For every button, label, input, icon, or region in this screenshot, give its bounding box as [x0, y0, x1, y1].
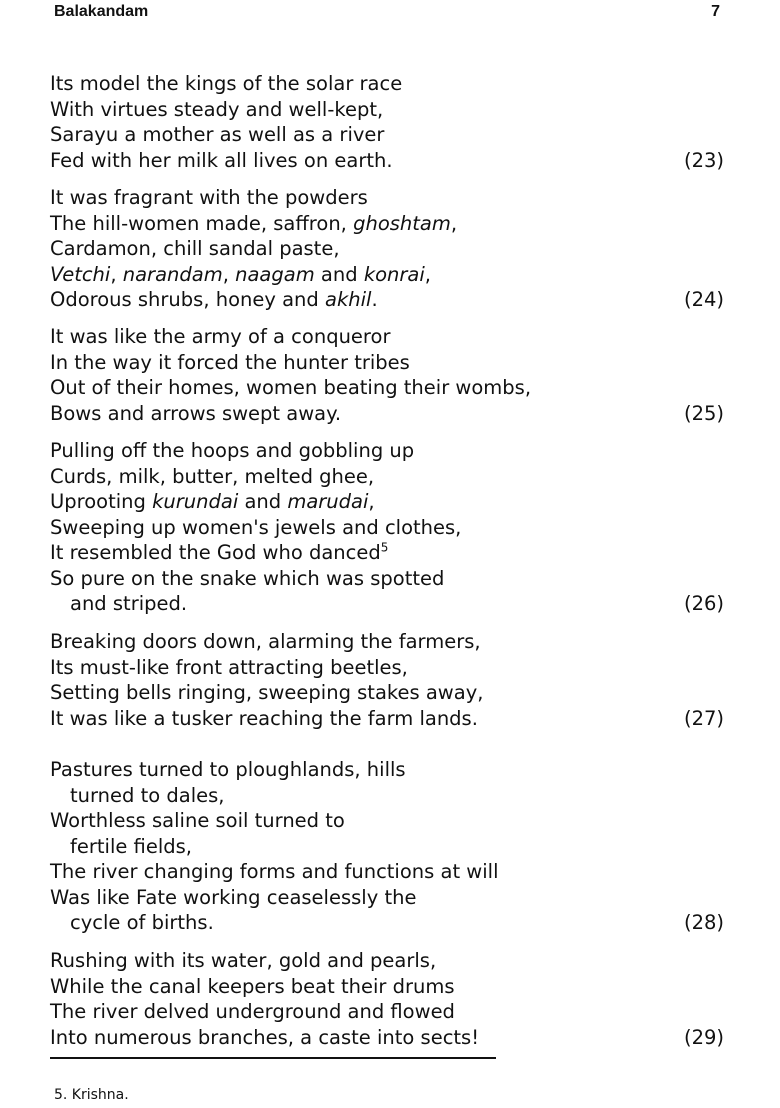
stanza-26 — [50, 438, 730, 617]
verse-number: (29) — [683, 1025, 724, 1049]
verse-line: So pure on the snake which was spotted — [50, 566, 445, 590]
verse-line: With virtues steady and well-kept, — [50, 97, 384, 121]
verse-line: Out of their homes, women beating their wombs, — [50, 376, 532, 399]
stanza-28 — [50, 757, 730, 936]
verse-line: In the way it forced the hunter tribes — [50, 350, 410, 374]
verse-number: (24) — [683, 288, 724, 311]
verse-line: Sweeping up women's jewels and clothes, — [50, 515, 462, 539]
verse-line: Rushing with its water, gold and pearls, — [50, 949, 437, 972]
verse-line: Was like Fate working ceaselessly the — [50, 885, 417, 909]
verse-line: Bows and arrows swept away. — [50, 401, 342, 425]
verse-line: Cardamon, chill sandal paste, — [50, 237, 340, 260]
verse-line: Sarayu a mother as well as a river — [50, 123, 385, 146]
verse-line: It was like the army of a conqueror — [50, 325, 391, 348]
verse-line: The river changing forms and functions at will — [50, 860, 499, 883]
verse-number: (26) — [683, 592, 724, 615]
verse-line: and striped. — [70, 592, 188, 615]
verse-number: (23) — [683, 148, 724, 172]
footnote-marker[interactable]: 5 — [380, 540, 389, 555]
verse-line: The river delved underground and flowed — [50, 1000, 455, 1023]
italic-term: kurundai — [152, 490, 239, 513]
verse-line: Uprooting kurundai and marudai, — [50, 490, 375, 513]
verse-number: (27) — [683, 706, 724, 730]
verse-line: Its model the kings of the solar race — [50, 72, 403, 95]
italic-term: naagam — [235, 262, 315, 286]
italic-term: akhil — [325, 288, 372, 311]
stanza-27 — [50, 629, 730, 731]
verse-line: It was like a tusker reaching the farm lands. — [50, 706, 478, 730]
verse-line: It was fragrant with the powders — [50, 186, 368, 209]
verse-number: (25) — [683, 401, 724, 425]
verse-line: cycle of births. — [70, 911, 214, 934]
verse-line: Pastures turned to ploughlands, hills — [50, 758, 406, 781]
verse-line: fertile fields, — [70, 834, 192, 858]
stanza-23 — [50, 71, 730, 173]
italic-term: ghoshtam — [353, 211, 451, 235]
footnote-divider — [50, 1057, 496, 1059]
verse-line: Into numerous branches, a caste into sects! — [50, 1025, 480, 1049]
verse-line: Worthless saline soil turned to — [50, 809, 345, 832]
italic-term: Vetchi — [50, 262, 111, 286]
page-number: 7 — [711, 3, 720, 20]
stanza-29 — [50, 948, 730, 1050]
verse-line: While the canal keepers beat their drums — [50, 974, 455, 998]
verse-line: Curds, milk, butter, melted ghee, — [50, 464, 375, 488]
verse-number: (28) — [683, 911, 724, 934]
italic-term: narandam — [122, 262, 223, 286]
verse-line: Its must-like front attracting beetles, — [50, 655, 408, 679]
stanza-24 — [50, 185, 730, 313]
footnote-text: 5. Krishna. — [54, 1087, 129, 1103]
italic-term: marudai — [287, 490, 369, 513]
verse-line: Fed with her milk all lives on earth. — [50, 148, 393, 172]
verse-line: Breaking doors down, alarming the farmers, — [50, 630, 481, 653]
running-header-title: Balakandam — [54, 3, 149, 20]
verse-line: It resembled the God who danced$^5$ — [50, 540, 389, 564]
verse-line: Pulling off the hoops and gobbling up — [50, 439, 415, 462]
verse-line: turned to dales, — [70, 783, 225, 807]
verse-line: The hill-women made, saffron, ghoshtam, — [50, 211, 458, 235]
verse-line: Setting bells ringing, sweeping stakes away, — [50, 681, 484, 704]
stanza-25 — [50, 324, 730, 426]
italic-term: konrai — [363, 262, 425, 286]
verse-line: Vetchi, narandam, naagam and konrai, — [50, 262, 431, 286]
verse-line: Odorous shrubs, honey and akhil. — [50, 288, 378, 311]
